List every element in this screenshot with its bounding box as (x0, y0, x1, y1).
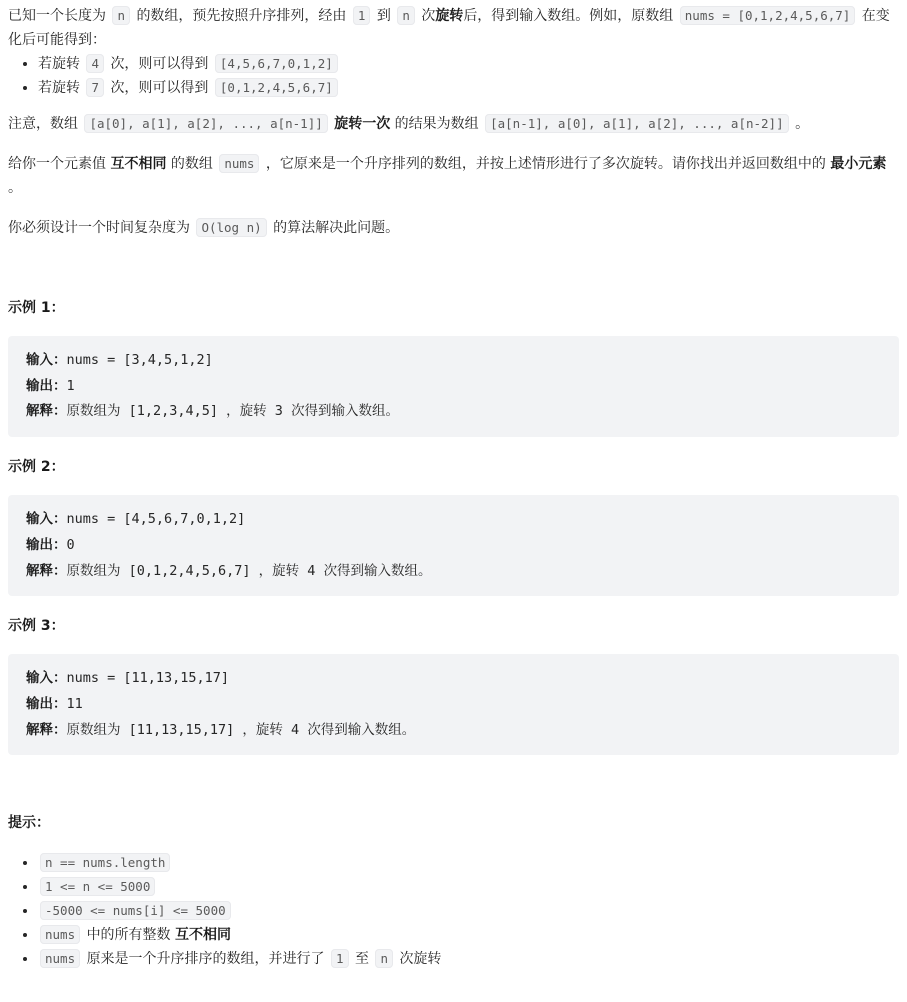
example-title: 示例 3： (8, 618, 65, 635)
intro-text: 在变化后可能得到： (8, 8, 890, 48)
example-block: 输入：nums = [11,13,15,17] 输出：11 解释：原数组为 [11,13,15,17] ，旋转 4 次得到输入数组。 (8, 654, 899, 755)
example-block: 输入：nums = [4,5,6,7,0,1,2] 输出：0 解释：原数组为 [0,1,2,4,5,6,7] ，旋转 4 次得到输入数组。 (8, 495, 899, 596)
list-item: • 若旋转 7 次，则可以得到 [0,1,2,4,5,6,7] (38, 76, 899, 100)
inline-code: 4 (86, 54, 104, 73)
inline-code: n == nums.length (40, 853, 170, 872)
inline-code: n (375, 949, 393, 968)
example-title: 示例 1： (8, 300, 65, 316)
inline-code: [4,5,6,7,0,1,2] (215, 54, 338, 73)
hints-title: 提示： (8, 815, 50, 832)
inline-code: 7 (86, 78, 104, 97)
intro-text: 后，得到输入数组。例如，原数组 (463, 8, 674, 24)
inline-code: [0,1,2,4,5,6,7] (215, 78, 338, 97)
inline-code: nums (40, 949, 80, 968)
inline-code: nums = [0,1,2,4,5,6,7] (680, 6, 856, 25)
list-item: • nums 中的所有整数 互不相同 (38, 923, 899, 947)
list-item: • nums 原来是一个升序排序的数组，并进行了 1 至 n 次旋转 (38, 947, 899, 971)
note-paragraph: 注意，数组 [a[0], a[1], a[2], ..., a[n-1]] 旋转一次 的结果为数组 [a[n-1], a[0], a[1], a[2], ..., a[n-2]] 。 (8, 116, 810, 132)
inline-code: 1 <= n <= 5000 (40, 877, 155, 896)
bold-term: 旋转 (435, 8, 464, 24)
inline-code: 1 (331, 949, 349, 968)
inline-code: n (397, 6, 415, 25)
inline-code: -5000 <= nums[i] <= 5000 (40, 901, 231, 920)
inline-code: [a[n-1], a[0], a[1], a[2], ..., a[n-2]] (485, 114, 789, 133)
bold-term: 互不相同 (110, 156, 167, 172)
example-block: 输入：nums = [3,4,5,1,2] 输出：1 解释：原数组为 [1,2,3,4,5] ，旋转 3 次得到输入数组。 (8, 336, 899, 437)
intro-text: 的数组，预先按照升序排列，经由 (136, 8, 347, 24)
complexity-paragraph: 你必须设计一个时间复杂度为 O(log n) 的算法解决此问题。 (8, 220, 400, 236)
intro-text: 次 (421, 8, 436, 24)
list-item (38, 851, 899, 875)
intro-text: 已知一个长度为 (8, 8, 106, 24)
inline-code: [a[0], a[1], a[2], ..., a[n-1]] (84, 114, 327, 133)
intro-text: 到 (376, 8, 391, 24)
hints-list (8, 851, 899, 971)
example-title: 示例 2： (8, 459, 65, 476)
bold-term: 最小元素 (830, 156, 887, 172)
inline-code: nums (219, 154, 259, 173)
list-item (38, 875, 899, 899)
inline-code: nums (40, 925, 80, 944)
inline-code: O(log n) (196, 218, 266, 237)
inline-code: n (112, 6, 130, 25)
list-item (38, 899, 899, 923)
rotation-list (8, 52, 899, 100)
intro-paragraph (8, 4, 899, 52)
task-paragraph: 给你一个元素值 互不相同 的数组 nums ，它原来是一个升序排列的数组，并按上述情形进行了多次旋转。请你找出并返回数组中的 最小元素 。 (8, 156, 887, 196)
inline-code: 1 (353, 6, 371, 25)
list-item: • 若旋转 4 次，则可以得到 [4,5,6,7,0,1,2] (38, 52, 899, 76)
bold-term: 旋转一次 (334, 116, 391, 132)
bold-term: 互不相同 (175, 927, 232, 944)
